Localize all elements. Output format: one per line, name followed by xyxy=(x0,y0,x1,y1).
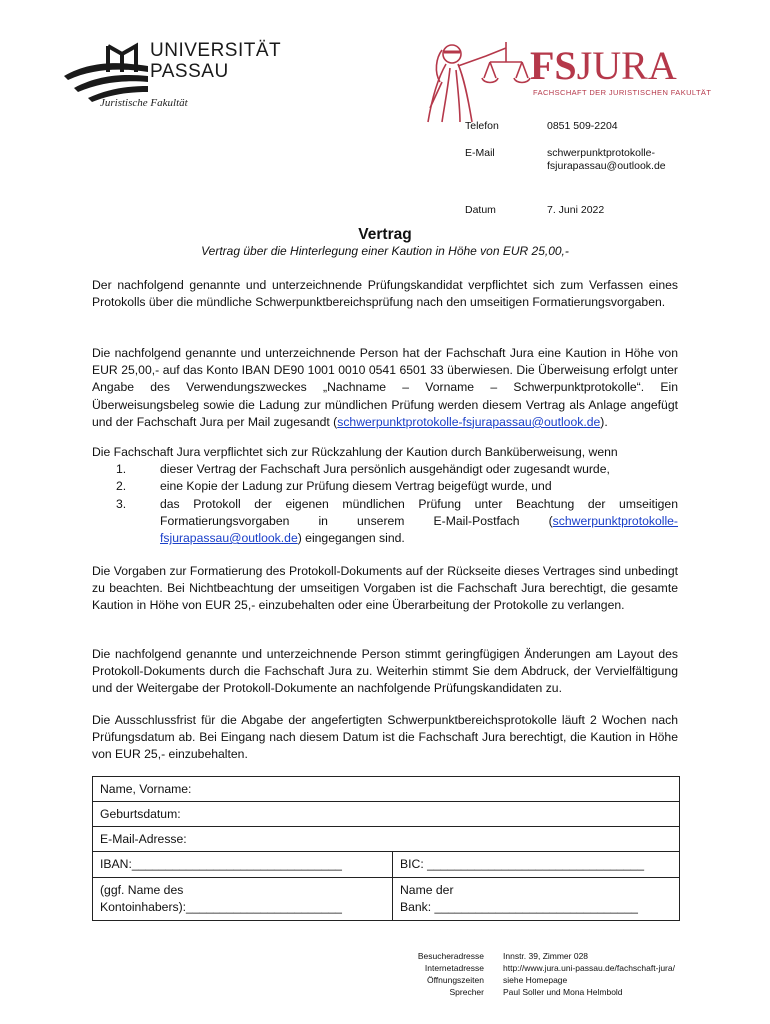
form-name-row[interactable]: Name, Vorname: xyxy=(93,777,679,802)
paragraph-consent: Die nachfolgend genannte und unterzeichnende Person stimmt geringfügigen Änderungen am Layout des Protokoll-Dokuments durch die Fachschaft Jura zu. Weiterhin stimmt Sie dem Abdruck, der Vervielfältigung und der Weitergabe der Protokoll-Dokumente an nachfolgende Prüfungskandidaten zu. xyxy=(92,647,678,696)
list-item xyxy=(92,461,678,478)
form-holder-line1: (ggf. Name des xyxy=(100,883,184,897)
footer-hours-value: siehe Homepage xyxy=(503,975,568,985)
refund-conditions xyxy=(92,444,678,547)
fsjura-subtitle: FACHSCHAFT DER JURISTISCHEN FAKULTÄT xyxy=(533,88,712,97)
faculty-name: Juristische Fakultät xyxy=(100,97,188,109)
footer-visitor-value: Innstr. 39, Zimmer 028 xyxy=(503,951,589,961)
paragraph-formatting: Die Vorgaben zur Formatierung des Protokoll-Dokuments auf der Rückseite dieses Vertrages sind unbedingt zu beachten. Bei Nichtbeachtung der umseitigen Vorgaben ist die Fachschaft Jura berechtigt, die gesamte Kaution in Höhe von EUR 25,- einzubehalten oder eine Überarbeitung der Protokolle zu verlangen. xyxy=(92,564,678,613)
footer-web-link[interactable]: http://www.jura.uni-passau.de/fachschaft-jura/ xyxy=(503,963,675,973)
list-item-text: dieser Vertrag der Fachschaft Jura persönlich ausgehändigt oder zugesandt wurde, xyxy=(160,462,610,477)
refund-intro: Die Fachschaft Jura verpflichtet sich zur Rückzahlung der Kaution durch Banküberweisung, wenn xyxy=(92,445,618,459)
list-item-text: das Protokoll der eigenen mündlichen Prüfung unter Beachtung der umseitigen Formatierungsvorgaben in unserem E-Mail-Postfach ( xyxy=(160,496,678,528)
deposit-email-link[interactable]: schwerpunktprotokolle-fsjurapassau@outlook.de xyxy=(337,414,601,429)
form-holder-field[interactable] xyxy=(93,878,393,920)
document-title: Vertrag xyxy=(358,226,412,243)
form-email-row[interactable]: E-Mail-Adresse: xyxy=(93,827,679,852)
paragraph-deposit xyxy=(92,345,678,431)
paragraph-deposit-text: Die nachfolgend genannte und unterzeichnende Person hat der Fachschaft Jura eine Kaution in Höhe von EUR 25,00,- auf das Konto IBAN DE90 1001 0010 0541 6501 33 überwiesen. Die Überweisung erfolgt unter Angabe des Verwendungszweckes „Nachname – Vorname – Schwerpunktprotokolle“. Ein Überweisungsbeleg sowie die Ladung zur mündlichen Prüfung werden diesem Vertrag als Anlage angefügt und der Fachschaft Jura per Mail zugesandt ( xyxy=(92,346,678,429)
footer-speaker-value: Paul Soller und Mona Helmbold xyxy=(503,987,623,997)
date-value: 7. Juni 2022 xyxy=(547,204,605,216)
protocol-email-link[interactable]: schwerpunktprotokolle-fsjurapassau@outlook.de xyxy=(160,513,678,546)
date-label: Datum xyxy=(465,204,496,216)
fsjura-wordmark-jura: JURA xyxy=(576,43,677,88)
list-item xyxy=(92,478,678,495)
email-label: E-Mail xyxy=(465,147,495,159)
email-value-line1: schwerpunktprotokolle- xyxy=(547,147,655,159)
fsjura-wordmark xyxy=(530,43,677,88)
list-item-end: ) eingegangen sind. xyxy=(297,531,405,546)
university-name-line2: PASSAU xyxy=(150,61,229,82)
document-subtitle: Vertrag über die Hinterlegung einer Kaution in Höhe von EUR 25,00,- xyxy=(201,244,569,258)
form-bank-line2: Bank: ______________________________ xyxy=(400,900,638,914)
footer-hours-label: Öffnungszeiten xyxy=(426,975,484,985)
form-holder-line2: Kontoinhabers):_______________________ xyxy=(100,900,342,914)
footer-visitor-label: Besucheradresse xyxy=(417,951,484,961)
list-item-text: eine Kopie der Ladung zur Prüfung diesem Vertrag beigefügt wurde, und xyxy=(160,479,552,494)
university-name xyxy=(150,40,281,82)
form-birthdate-row[interactable]: Geburtsdatum: xyxy=(93,802,679,827)
paragraph-deadline: Die Ausschlussfrist für die Abgabe der angefertigten Schwerpunktbereichsprotokolle läuft 2 Wochen nach Prüfungsdatum ab. Bei Eingang nach diesem Datum ist die Fachschaft Jura berechtigt, die Kaution in Höhe von EUR 25,- einzubehalten. xyxy=(92,713,678,762)
university-name-line1: UNIVERSITÄT xyxy=(150,40,282,61)
email-value-line2: fsjurapassau@outlook.de xyxy=(547,160,666,172)
contract-form xyxy=(92,776,680,921)
phone-label: Telefon xyxy=(465,120,499,132)
form-iban-field[interactable]: IBAN:_______________________________ xyxy=(93,852,393,877)
footer-speaker-label: Sprecher xyxy=(449,987,484,997)
list-item xyxy=(92,496,678,548)
form-bank-name-field[interactable] xyxy=(393,878,679,920)
phone-value: 0851 509-2204 xyxy=(547,120,618,132)
list-item-number: 2. xyxy=(116,479,127,494)
paragraph-obligation: Der nachfolgend genannte und unterzeichnende Prüfungskandidat verpflichtet sich zum Verfassen eines Protokolls über die mündliche Schwerpunktbereichsprüfung nach den umseitigen Formatierungsvorgaben. xyxy=(92,278,678,310)
form-holder-row xyxy=(93,878,679,920)
list-item-number: 3. xyxy=(116,496,127,511)
paragraph-deposit-end: ). xyxy=(600,414,608,429)
form-bank-line1: Name der xyxy=(400,883,454,897)
footer-web-label: Internetadresse xyxy=(424,963,484,973)
email-value[interactable] xyxy=(547,147,666,173)
form-bic-field[interactable]: BIC: ________________________________ xyxy=(400,857,644,871)
form-bank-row xyxy=(93,852,679,878)
list-item-number: 1. xyxy=(116,462,127,477)
fsjura-wordmark-fs: FS xyxy=(530,43,577,88)
